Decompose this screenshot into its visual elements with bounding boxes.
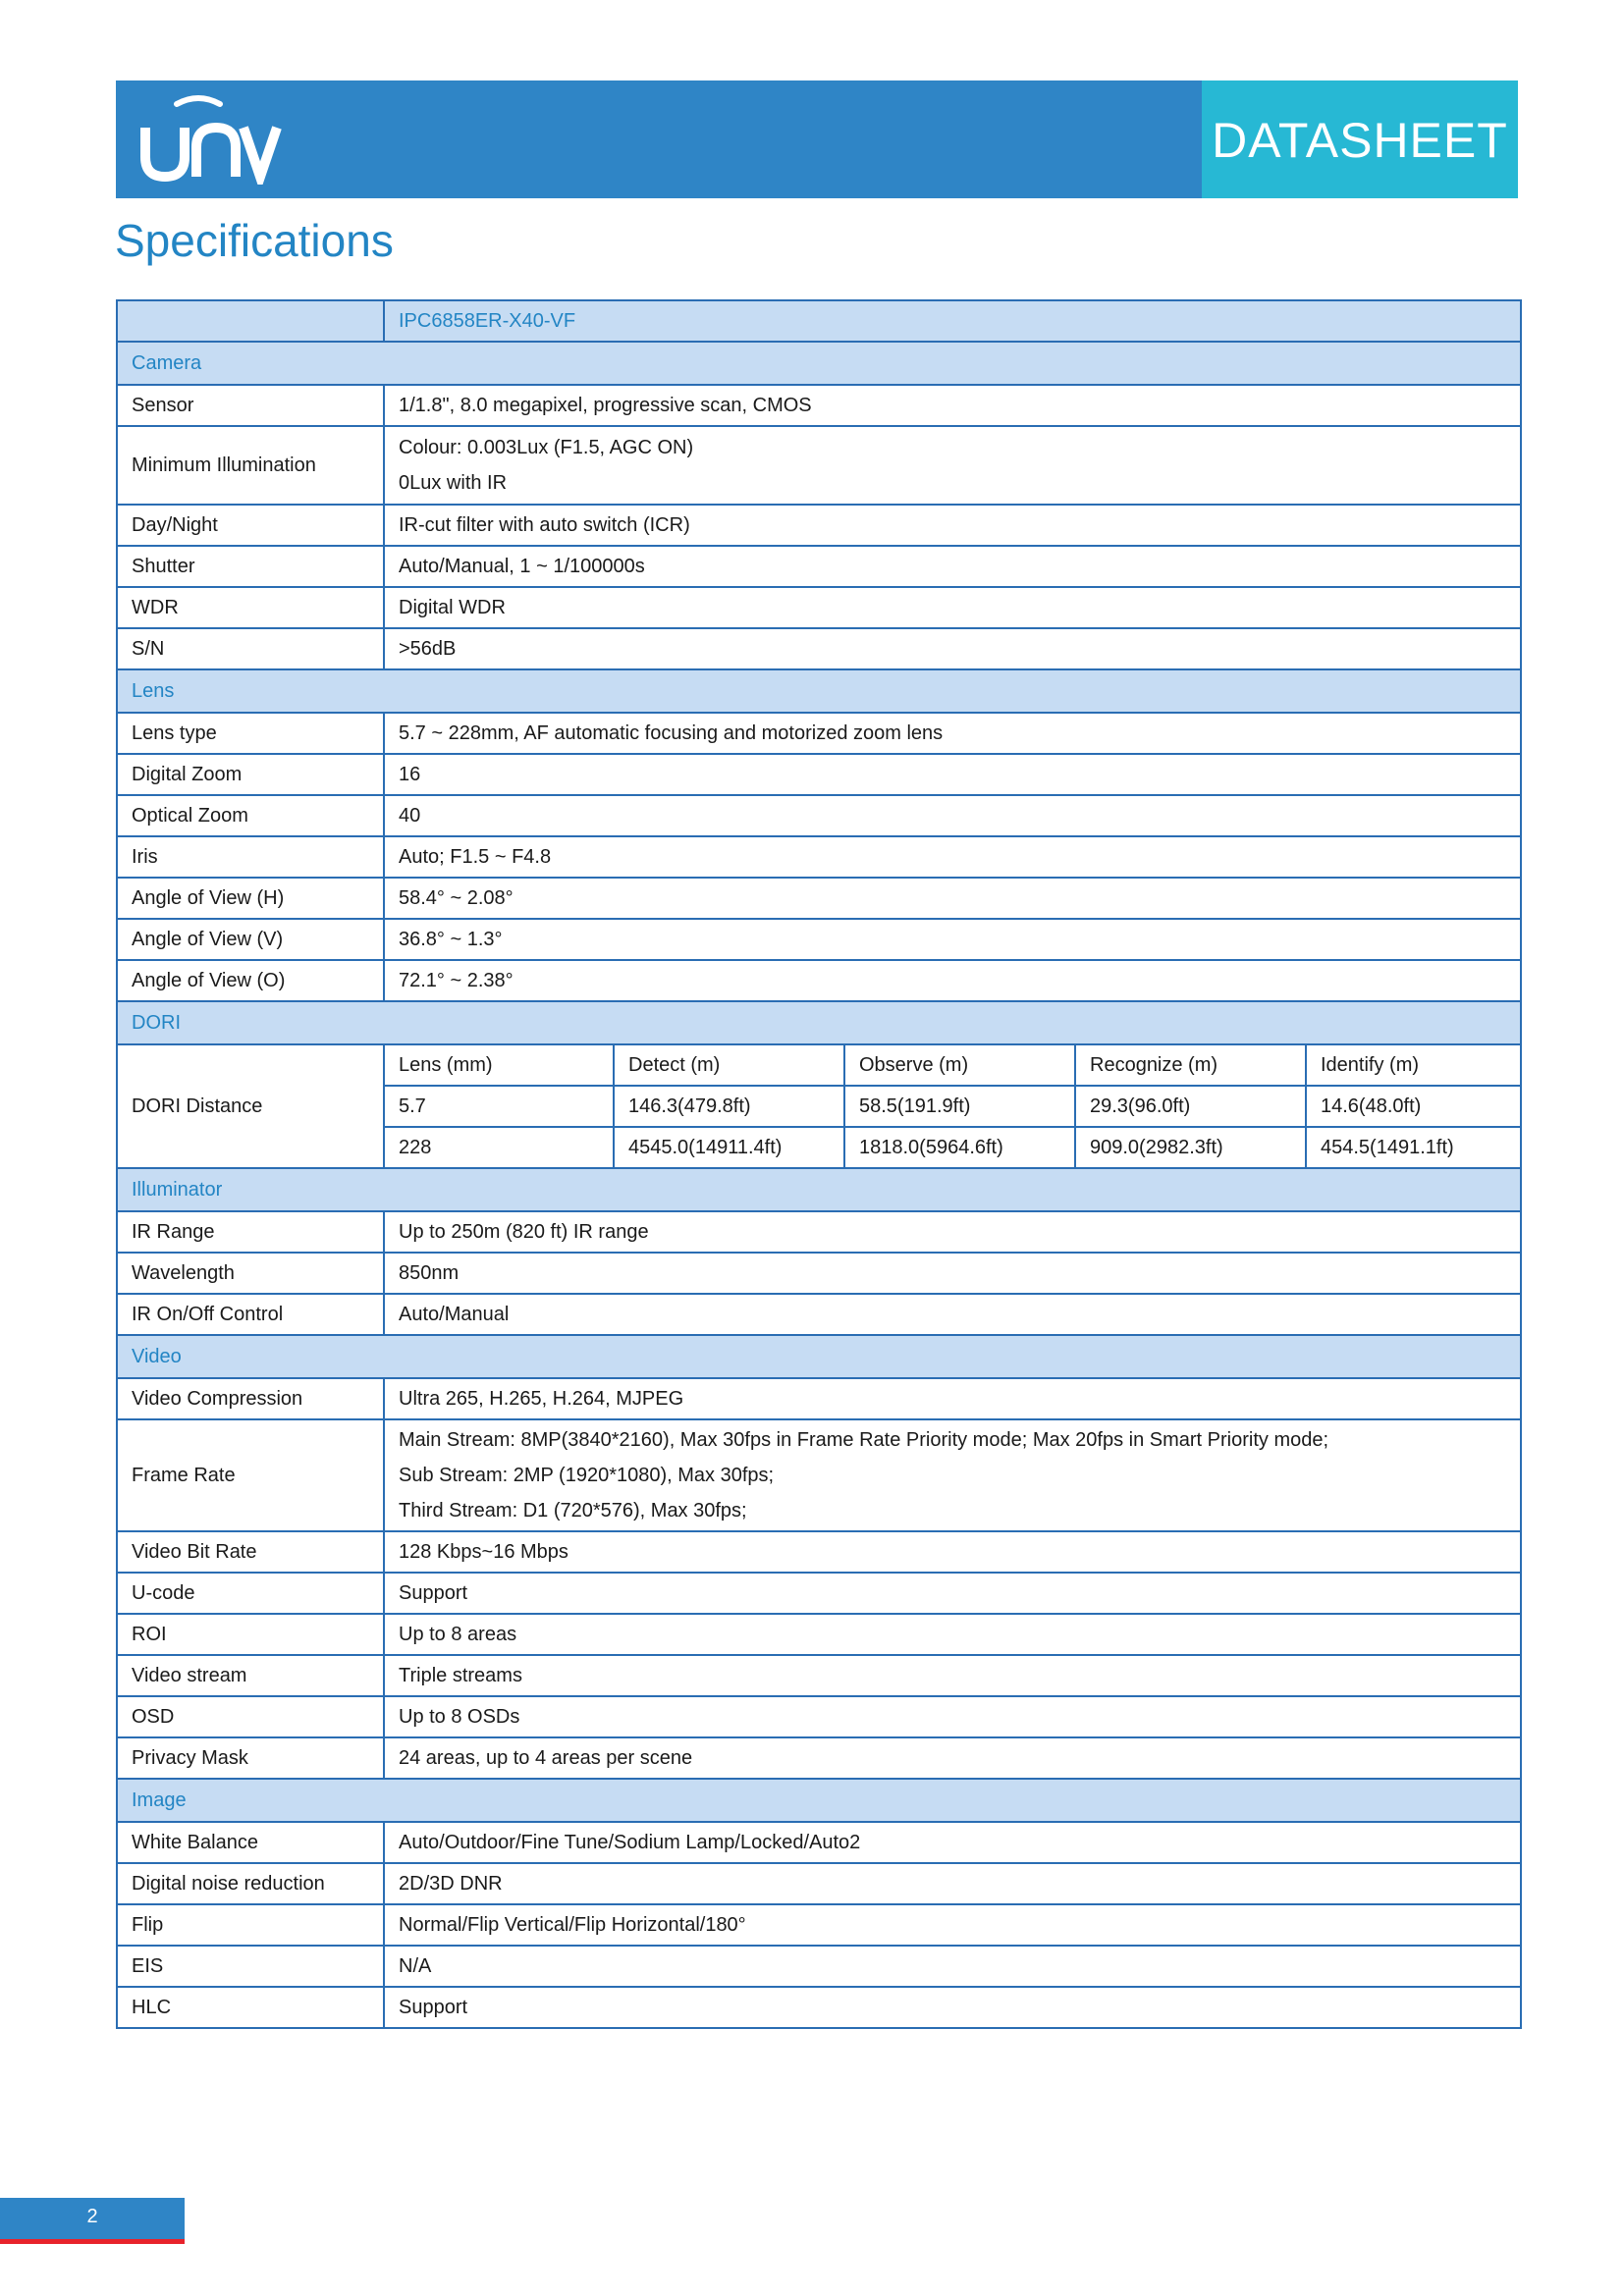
spec-row xyxy=(117,1946,1521,1987)
spec-row xyxy=(117,1253,1521,1294)
spec-value: Support xyxy=(384,1987,1521,2028)
spec-label: Sensor xyxy=(117,385,384,426)
spec-value: Up to 250m (820 ft) IR range xyxy=(384,1211,1521,1253)
spec-row xyxy=(117,1904,1521,1946)
spec-label: WDR xyxy=(117,587,384,628)
page-number-box xyxy=(0,2198,185,2239)
spec-label: Frame Rate xyxy=(117,1419,384,1531)
spec-label: EIS xyxy=(117,1946,384,1987)
dori-label: DORI Distance xyxy=(117,1044,384,1168)
model-name: IPC6858ER-X40-VF xyxy=(384,300,1521,342)
spec-label: Angle of View (O) xyxy=(117,960,384,1001)
spec-row xyxy=(117,1419,1521,1531)
spec-value: Auto; F1.5 ~ F4.8 xyxy=(384,836,1521,878)
datasheet-badge xyxy=(1202,80,1518,198)
model-row-blank xyxy=(117,300,384,342)
spec-label: Optical Zoom xyxy=(117,795,384,836)
section-illuminator xyxy=(117,1168,1521,1211)
section-title-lens: Lens xyxy=(117,669,1521,713)
spec-row xyxy=(117,1987,1521,2028)
section-dori xyxy=(117,1001,1521,1044)
spec-row xyxy=(117,628,1521,669)
spec-row xyxy=(117,1378,1521,1419)
spec-label: IR Range xyxy=(117,1211,384,1253)
spec-value: 40 xyxy=(384,795,1521,836)
spec-label: Shutter xyxy=(117,546,384,587)
spec-label: Angle of View (V) xyxy=(117,919,384,960)
section-title-image: Image xyxy=(117,1779,1521,1822)
section-title-dori: DORI xyxy=(117,1001,1521,1044)
spec-row xyxy=(117,754,1521,795)
spec-row xyxy=(117,1863,1521,1904)
dori-header-cell: Detect (m) xyxy=(614,1044,844,1086)
dori-cell: 454.5(1491.1ft) xyxy=(1306,1127,1521,1168)
spec-label: OSD xyxy=(117,1696,384,1737)
spec-label: Video stream xyxy=(117,1655,384,1696)
dori-header-cell: Observe (m) xyxy=(844,1044,1075,1086)
spec-label: U-code xyxy=(117,1573,384,1614)
spec-row xyxy=(117,1822,1521,1863)
dori-cell: 909.0(2982.3ft) xyxy=(1075,1127,1306,1168)
spec-value: N/A xyxy=(384,1946,1521,1987)
spec-row xyxy=(117,713,1521,754)
dori-cell: 14.6(48.0ft) xyxy=(1306,1086,1521,1127)
spec-value: Up to 8 OSDs xyxy=(384,1696,1521,1737)
section-title-video: Video xyxy=(117,1335,1521,1378)
spec-row xyxy=(117,1531,1521,1573)
section-camera xyxy=(117,342,1521,385)
dori-cell: 29.3(96.0ft) xyxy=(1075,1086,1306,1127)
spec-value: Up to 8 areas xyxy=(384,1614,1521,1655)
spec-value: 36.8° ~ 1.3° xyxy=(384,919,1521,960)
spec-value: Auto/Outdoor/Fine Tune/Sodium Lamp/Locked/Auto2 xyxy=(384,1822,1521,1863)
dori-header-cell: Identify (m) xyxy=(1306,1044,1521,1086)
spec-row xyxy=(117,1737,1521,1779)
spec-value: 128 Kbps~16 Mbps xyxy=(384,1531,1521,1573)
page-number: 2 xyxy=(86,2206,98,2227)
spec-row xyxy=(117,426,1521,505)
spec-row xyxy=(117,1614,1521,1655)
spec-row xyxy=(117,1211,1521,1253)
spec-label: Digital Zoom xyxy=(117,754,384,795)
spec-row xyxy=(117,795,1521,836)
spec-value: Triple streams xyxy=(384,1655,1521,1696)
datasheet-header xyxy=(116,80,1518,198)
spec-value: 5.7 ~ 228mm, AF automatic focusing and motorized zoom lens xyxy=(384,713,1521,754)
spec-label: IR On/Off Control xyxy=(117,1294,384,1335)
spec-value: 1/1.8", 8.0 megapixel, progressive scan, CMOS xyxy=(384,385,1521,426)
spec-value xyxy=(384,1419,1521,1531)
spec-value: 16 xyxy=(384,754,1521,795)
spec-value: >56dB xyxy=(384,628,1521,669)
spec-row xyxy=(117,385,1521,426)
spec-row xyxy=(117,1294,1521,1335)
dori-cell: 5.7 xyxy=(384,1086,614,1127)
model-row xyxy=(117,300,1521,342)
spec-label: Angle of View (H) xyxy=(117,878,384,919)
spec-value: 2D/3D DNR xyxy=(384,1863,1521,1904)
spec-label: HLC xyxy=(117,1987,384,2028)
spec-row xyxy=(117,919,1521,960)
spec-label: Day/Night xyxy=(117,505,384,546)
section-image xyxy=(117,1779,1521,1822)
spec-row xyxy=(117,836,1521,878)
spec-value: Ultra 265, H.265, H.264, MJPEG xyxy=(384,1378,1521,1419)
dori-cell: 228 xyxy=(384,1127,614,1168)
spec-value: 850nm xyxy=(384,1253,1521,1294)
spec-value xyxy=(384,426,1521,505)
spec-label: ROI xyxy=(117,1614,384,1655)
spec-label: White Balance xyxy=(117,1822,384,1863)
footer-accent-bar xyxy=(0,2239,185,2244)
spec-row xyxy=(117,546,1521,587)
spec-value: Support xyxy=(384,1573,1521,1614)
spec-row xyxy=(117,1696,1521,1737)
spec-value: IR-cut filter with auto switch (ICR) xyxy=(384,505,1521,546)
dori-header-cell: Recognize (m) xyxy=(1075,1044,1306,1086)
dori-cell: 58.5(191.9ft) xyxy=(844,1086,1075,1127)
specifications-table xyxy=(116,299,1522,2029)
spec-label: Wavelength xyxy=(117,1253,384,1294)
section-title-camera: Camera xyxy=(117,342,1521,385)
spec-row xyxy=(117,1655,1521,1696)
spec-label: S/N xyxy=(117,628,384,669)
dori-cell: 1818.0(5964.6ft) xyxy=(844,1127,1075,1168)
spec-label: Digital noise reduction xyxy=(117,1863,384,1904)
section-lens xyxy=(117,669,1521,713)
dori-header-cell: Lens (mm) xyxy=(384,1044,614,1086)
spec-value-line: Colour: 0.003Lux (F1.5, AGC ON) xyxy=(399,437,694,458)
spec-value-line: Sub Stream: 2MP (1920*1080), Max 30fps; xyxy=(399,1465,775,1486)
spec-value: Auto/Manual xyxy=(384,1294,1521,1335)
spec-value: Normal/Flip Vertical/Flip Horizontal/180° xyxy=(384,1904,1521,1946)
spec-value: 24 areas, up to 4 areas per scene xyxy=(384,1737,1521,1779)
spec-label: Iris xyxy=(117,836,384,878)
spec-value: 58.4° ~ 2.08° xyxy=(384,878,1521,919)
unv-logo-icon xyxy=(137,94,285,185)
spec-row xyxy=(117,878,1521,919)
spec-label: Lens type xyxy=(117,713,384,754)
datasheet-badge-label: DATASHEET xyxy=(1212,113,1508,168)
spec-label: Video Compression xyxy=(117,1378,384,1419)
spec-value: Auto/Manual, 1 ~ 1/100000s xyxy=(384,546,1521,587)
spec-row xyxy=(117,960,1521,1001)
spec-value-line: Third Stream: D1 (720*576), Max 30fps; xyxy=(399,1500,747,1522)
spec-label: Minimum Illumination xyxy=(117,426,384,505)
dori-cell: 4545.0(14911.4ft) xyxy=(614,1127,844,1168)
dori-cell: 146.3(479.8ft) xyxy=(614,1086,844,1127)
spec-value-line: Main Stream: 8MP(3840*2160), Max 30fps in Frame Rate Priority mode; Max 20fps in Smart Priority mode; xyxy=(399,1429,1329,1451)
spec-row xyxy=(117,1573,1521,1614)
spec-value-line: 0Lux with IR xyxy=(399,472,508,494)
spec-label: Flip xyxy=(117,1904,384,1946)
section-title-illuminator: Illuminator xyxy=(117,1168,1521,1211)
dori-header-row xyxy=(117,1044,1521,1086)
spec-value: Digital WDR xyxy=(384,587,1521,628)
section-video xyxy=(117,1335,1521,1378)
spec-value: 72.1° ~ 2.38° xyxy=(384,960,1521,1001)
spec-row xyxy=(117,587,1521,628)
spec-label: Video Bit Rate xyxy=(117,1531,384,1573)
page-title: Specifications xyxy=(115,215,394,266)
spec-label: Privacy Mask xyxy=(117,1737,384,1779)
spec-row xyxy=(117,505,1521,546)
